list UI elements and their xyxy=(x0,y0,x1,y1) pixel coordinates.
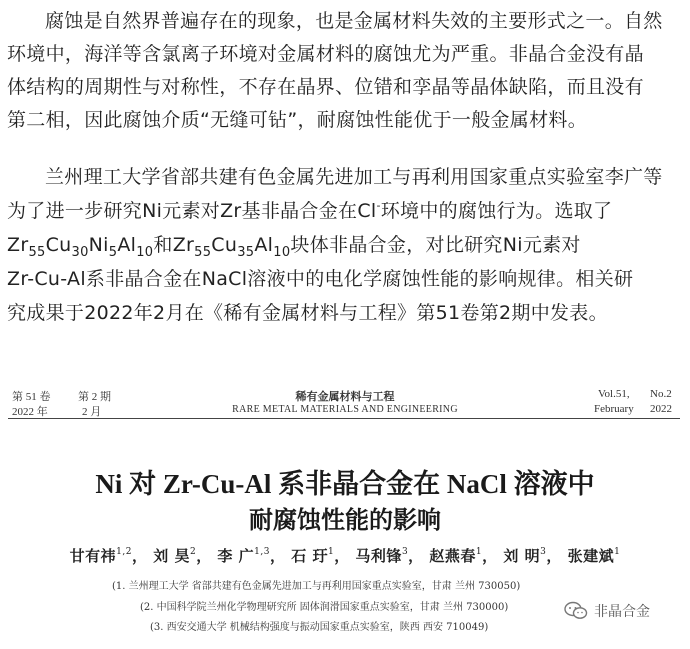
alloy-formula-2: $Zr_{55}Cu_{35}Al_{10}$ xyxy=(172,234,291,260)
alloy-formula-1: $Zr_{55}Cu_{30}Ni_5Al_{10}$ xyxy=(7,234,154,260)
chloride-superscript: - xyxy=(376,199,381,212)
text-segment: 块体非晶合金，对比研究Ni元素对 xyxy=(290,234,581,256)
header-journal-cn: 稀有金属材料与工程 xyxy=(295,390,395,403)
author: 刘 明$^3$ xyxy=(503,547,547,565)
affiliation-3: (3. 西安交通大学 机械结构强度与振动国家重点实验室，陕西 西安 710049) xyxy=(150,622,489,633)
paragraph-line xyxy=(7,194,683,228)
header-month-cn: 2 月 xyxy=(82,406,102,418)
paper-title-line2: 耐腐蚀性能的影响 xyxy=(249,508,441,534)
header-issue-cn: 第 2 期 xyxy=(78,391,111,403)
author: 刘 昊$^2$ xyxy=(153,547,197,565)
author: 甘有祎$^{1,2}$ xyxy=(69,547,132,565)
affiliation-2: (2. 中国科学院兰州化学物理研究所 固体润滑国家重点实验室，甘肃 兰州 730000) xyxy=(140,602,509,613)
header-issue-en: No.2 xyxy=(650,388,672,400)
paragraph-intro xyxy=(7,5,683,137)
paragraph-line: 体结构的周期性与对称性，不存在晶界、位错和孪晶等晶体缺陷，而且没有 xyxy=(7,76,644,98)
author: 马利锋$^3$ xyxy=(355,547,409,565)
header-year-en: 2022 xyxy=(650,403,672,415)
paragraph-line: 腐蚀是自然界普遍存在的现象，也是金属材料失效的主要形式之一。自然 xyxy=(45,10,663,32)
text-segment: 环境中的腐蚀行为。选取了 xyxy=(380,200,613,222)
text-segment: 和 xyxy=(153,234,173,256)
paragraph-line: 第二相，因此腐蚀介质“无缝可钻”，耐腐蚀性能优于一般金属材料。 xyxy=(7,109,587,131)
paragraph-research xyxy=(7,160,683,330)
affiliation-1: (1. 兰州理工大学 省部共建有色金属先进加工与再利用国家重点实验室，甘肃 兰州 730050) xyxy=(112,581,521,592)
header-volume-cn: 第 51 卷 xyxy=(12,391,51,403)
watermark-label: 非晶合金 xyxy=(594,604,650,620)
paragraph-line: Zr-Cu-Al系非晶合金在NaCl溶液中的电化学腐蚀性能的影响规律。相关研 xyxy=(7,268,634,290)
text-segment: 为了进一步研究Ni元素对Zr基非晶合金在Cl xyxy=(7,200,377,222)
header-year-cn: 2022 年 xyxy=(12,406,48,418)
paragraph-line: 兰州理工大学省部共建有色金属先进加工与再利用国家重点实验室李广等 xyxy=(45,166,663,188)
author: 赵燕春$^1$ xyxy=(429,547,483,565)
header-month-en: February xyxy=(594,403,634,415)
author-list: 甘有祎$^{1,2}$， 刘 昊$^2$， 李 广$^{1,3}$， 石 玗$^1$， 马利锋$^3$， 赵燕春$^1$， 刘 明$^3$， 张建斌$^1$ xyxy=(69,547,621,565)
paragraph-line xyxy=(7,228,683,262)
paragraph-line: 究成果于2022年2月在《稀有金属材料与工程》第51卷第2期中发表。 xyxy=(7,302,608,324)
author: 李 广$^{1,3}$ xyxy=(217,547,270,565)
author: 张建斌$^1$ xyxy=(567,547,621,565)
header-journal-en: RARE METAL MATERIALS AND ENGINEERING xyxy=(232,404,458,415)
watermark xyxy=(564,600,650,622)
wechat-icon xyxy=(564,601,588,621)
author: 石 玗$^1$ xyxy=(291,547,335,565)
header-volume-en: Vol.51, xyxy=(598,388,630,400)
paper-title-line1: Ni 对 Zr-Cu-Al 系非晶合金在 NaCl 溶液中 xyxy=(95,469,595,499)
header-rule xyxy=(8,418,680,419)
paragraph-line: 环境中，海洋等含氯离子环境对金属材料的腐蚀尤为严重。非晶合金没有晶 xyxy=(7,43,644,65)
